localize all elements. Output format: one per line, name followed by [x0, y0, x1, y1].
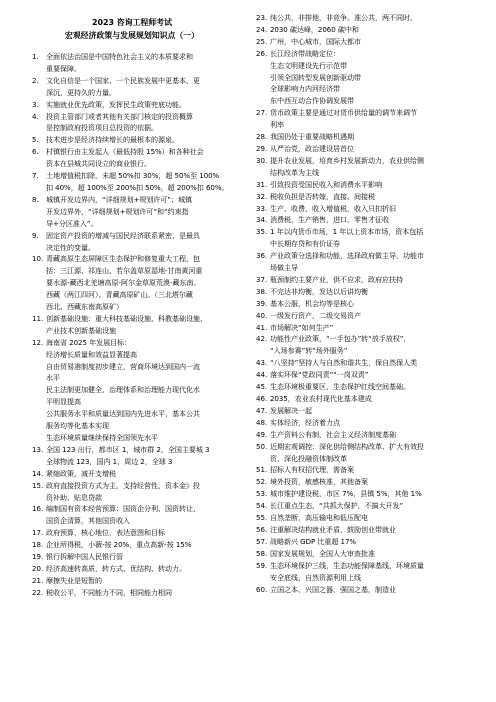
list-item: [256, 369, 470, 381]
item-text-line: 结构改革为主线: [270, 167, 319, 177]
item-text-line: 产业政策分选择和功能，选择政府做主导，功能市: [270, 251, 424, 261]
item-text-line: 税收公平，不同能力不同，相同能力相同: [46, 587, 172, 597]
list-item: [32, 170, 242, 194]
title-line-1: 2023 咨询工程师考试: [92, 18, 172, 27]
item-number: 33.: [256, 203, 268, 213]
item-text: [270, 488, 470, 500]
item-number: 20.: [32, 563, 44, 573]
item-text-line: 实体经济，经济着力点: [270, 417, 340, 427]
item-text-line: 全球影响力内河经济带: [270, 84, 340, 94]
item-text-line: 发展解决一起: [270, 405, 312, 415]
item-text: [270, 405, 470, 417]
list-item: [256, 226, 470, 250]
item-number: 31.: [256, 179, 268, 189]
item-number: 19.: [32, 552, 44, 562]
list-item: [256, 536, 470, 548]
item-text: [46, 337, 242, 444]
list-item: [256, 488, 470, 500]
item-text-line: 资、深化投融资体制改革: [270, 453, 347, 463]
item-text-line: 中长期存贷和有价证券: [270, 239, 340, 249]
item-text: [270, 322, 470, 334]
list-item: [32, 111, 242, 135]
list-item: [256, 429, 470, 441]
list-item: [256, 333, 470, 357]
item-text: [46, 75, 242, 99]
left-column: [32, 51, 242, 599]
item-text: [46, 134, 242, 146]
item-text-line: 全国 123 出行，都市区 1，城市群 2，全国主要城 3: [46, 444, 210, 454]
item-text-line: 消费税，生产销售，进口、零售才征收: [270, 215, 389, 225]
item-text: [46, 539, 242, 551]
item-text-line: 城镇开发边界内，“详细规划+规划许可”；城镇: [46, 194, 192, 204]
item-text-line: 生产、收费、收入增值税，收入只扣折旧: [270, 203, 396, 213]
item-number: 45.: [256, 382, 268, 392]
item-text: [270, 12, 470, 24]
item-text-line: 经济增长质量和效益显著提高: [46, 349, 137, 359]
item-text: [270, 524, 470, 536]
list-item: [32, 337, 242, 444]
list-item: [256, 417, 470, 429]
item-text: [46, 99, 242, 111]
item-number: 5.: [32, 135, 39, 145]
item-text: [46, 313, 242, 337]
item-text-line: 提升农业发展，培育乡村发展新动力，农业供给侧: [270, 155, 424, 165]
item-text-line: 生态文明建设先行示范带: [270, 60, 347, 70]
item-text-line: 深沉、更持久的力量。: [46, 87, 116, 97]
item-text: [270, 214, 470, 226]
item-text: [270, 48, 470, 108]
item-text-line: 货币政策主要是通过对货币供给量的调节来调节: [270, 108, 417, 118]
item-number: 23.: [256, 13, 268, 22]
item-text: [270, 36, 470, 48]
item-text-line: 国家发展规划，全国人大审查批准: [270, 548, 375, 558]
list-item: [256, 36, 470, 48]
item-number: 50.: [256, 441, 268, 451]
item-text-line: 基本公服，机会均等是核心: [270, 298, 354, 308]
item-text-line: 生态环境质量继续保持全国领先水平: [46, 433, 158, 442]
list-item: [256, 48, 470, 108]
list-item: [256, 393, 470, 405]
item-text-line: 水平: [46, 373, 60, 383]
item-text-line: 文化自信是一个国家、一个民族发展中更基本、更: [46, 75, 200, 85]
item-number: 47.: [256, 405, 268, 415]
item-text-line: 产业技术创新基础设施: [46, 325, 116, 335]
item-text: [270, 369, 470, 381]
item-number: 12.: [32, 337, 44, 347]
item-text-line: 资本在县城共同设立的商业银行。: [46, 159, 151, 169]
item-text: [46, 480, 242, 504]
item-text: [270, 548, 470, 560]
item-number: 49.: [256, 429, 268, 439]
item-number: 18.: [32, 540, 44, 550]
item-text-line: 东中西互动合作协调发展带: [270, 96, 354, 106]
item-text-line: 安全底线，自然资源利用上线: [270, 572, 361, 582]
item-text: [46, 551, 242, 563]
item-text: [46, 253, 242, 313]
list-item: [32, 134, 242, 146]
item-text: [46, 563, 242, 575]
item-text-line: 场做主导: [270, 263, 298, 273]
item-text: [46, 230, 242, 254]
item-text-line: 公共服务水平和质量达到国内先进水平，基本公共: [46, 409, 200, 419]
item-text-line: 生产资料公有制，社会主义经济制度基础: [270, 429, 396, 439]
item-number: 9.: [32, 230, 39, 240]
item-text: [270, 226, 470, 250]
list-item: [256, 191, 470, 203]
item-number: 58.: [256, 548, 268, 558]
item-text-line: 青藏高原生态屏障区生态保护和修复重大工程，包: [46, 254, 200, 264]
item-text-line: 生态环境极重要区，生态保护红线空间基础。: [270, 382, 410, 392]
item-number: 15.: [32, 480, 44, 490]
item-text: [270, 286, 470, 298]
item-number: 25.: [256, 36, 268, 46]
item-text-line: 国资企清算，其他国资收入: [46, 516, 130, 526]
item-number: 36.: [256, 251, 268, 261]
item-text: [270, 584, 470, 596]
item-text-line: 摩擦失业是短暂的: [46, 575, 102, 585]
item-text: [270, 155, 470, 179]
list-item: [256, 24, 470, 36]
item-number: 43.: [256, 358, 268, 368]
item-text-line: 西藏（两江四河）、青藏高原矿山。（三北塔尔藏: [46, 290, 193, 300]
list-item: [256, 298, 470, 310]
item-text: [46, 444, 242, 468]
item-text-line: 政府预算，核心地位，表达意图和目标: [46, 528, 165, 538]
item-text-line: 海南省 2025 年发展目标：: [46, 337, 132, 347]
list-item: [32, 75, 242, 99]
item-text: [46, 575, 242, 587]
item-text-line: 生态环境保护三线，生态功能保障基线，环境质量: [270, 560, 424, 570]
item-text: [46, 111, 242, 135]
item-text: [46, 170, 242, 194]
list-item: [256, 310, 470, 322]
list-item: [256, 500, 470, 512]
item-text-line: 自然垄断，高压输电和低压配电: [270, 513, 368, 523]
item-number: 28.: [256, 132, 268, 142]
item-text-line: 注重解决结构就业矛盾，鼓励创业带就业: [270, 524, 396, 534]
list-item: [256, 131, 470, 143]
item-text-line: 广州，中心城市，国际大都市: [270, 36, 361, 46]
item-number: 26.: [256, 48, 268, 58]
item-text: [270, 179, 470, 191]
item-text: [46, 527, 242, 539]
item-number: 38.: [256, 286, 268, 296]
list-item: [256, 155, 470, 179]
item-text: [270, 536, 470, 548]
item-text-line: 经济高速转高质，转方式、优结构、转动力。: [46, 563, 186, 573]
title-line-2: 宏观经济政策与发展规划知识点（一）: [64, 31, 200, 40]
item-number: 57.: [256, 536, 268, 546]
list-item: [32, 194, 242, 230]
list-item: [256, 322, 470, 334]
item-number: 4.: [32, 111, 39, 121]
list-item: [32, 551, 242, 563]
item-text: [46, 51, 242, 75]
item-text: [270, 107, 470, 131]
list-item: [32, 480, 242, 504]
item-text: [270, 357, 470, 369]
item-text-line: 长江重点生态，“共抓大保护，不搞大开发”: [270, 501, 404, 511]
list-item: [256, 584, 470, 596]
item-text-line: 战略新兴 GDP 比重超 17%: [270, 536, 357, 546]
list-item: [256, 214, 470, 226]
item-text-line: 银行拆解中国人民银行管: [46, 552, 123, 562]
item-text: [270, 476, 470, 488]
list-item: [256, 405, 470, 417]
item-text-line: 利率: [270, 120, 284, 130]
list-item: [32, 230, 242, 254]
item-text-line: 一级发行资产，二级交易资产: [270, 310, 361, 320]
item-text: [270, 429, 470, 441]
item-text-line: 村镇银行由主发起人（最低持股 15%）和各种社会: [46, 147, 204, 157]
list-item: [32, 527, 242, 539]
right-column: [256, 12, 470, 595]
list-item: [32, 99, 242, 111]
item-text: [270, 464, 470, 476]
item-text-line: 政府直接投资方式为主，支持经营性，资本金》投: [46, 480, 200, 490]
item-number: 11.: [32, 313, 44, 323]
item-text: [270, 333, 470, 357]
item-text-line: 纯公共，非排他，非竞争。准公共，两不同时。: [270, 13, 417, 22]
item-text-line: 全面依法治国是中国特色社会主义的本质要求和: [46, 52, 193, 61]
item-number: 13.: [32, 444, 44, 454]
item-text: [270, 203, 470, 215]
item-text-line: 技术进步是经济持续增长的最根本的源泉。: [46, 135, 179, 145]
item-number: 53.: [256, 489, 268, 499]
item-text-line: 2030 碳达峰，2060 碳中和: [270, 24, 359, 34]
item-text-line: 招标人有权招代理，需备案: [270, 465, 354, 475]
item-text-line: 落实环保“党政同责”“一岗双责”: [270, 370, 369, 380]
item-text: [270, 298, 470, 310]
item-text-line: 近期宏观调控：深化供给侧结构改革、扩大有效投: [270, 441, 424, 451]
item-text-line: 资补助、贴息贷款: [46, 492, 102, 502]
item-text-line: “入场参赛”转“场外服务”: [270, 346, 348, 356]
item-text-line: 服务均等化基本实现: [46, 421, 109, 431]
item-text-line: 是控制政府投资项目总投资的依据。: [46, 123, 158, 133]
item-number: 55.: [256, 513, 268, 523]
item-text: [270, 441, 470, 465]
item-text-line: 市场解决“如何生产”: [270, 322, 334, 332]
item-text-line: 立国之本、兴国之器、强国之基，制造业: [270, 584, 396, 594]
list-item: [32, 539, 242, 551]
item-number: 42.: [256, 334, 268, 344]
item-number: 1.: [32, 52, 39, 61]
item-number: 30.: [256, 155, 268, 165]
list-item: [32, 587, 242, 599]
list-item: [32, 444, 242, 468]
item-number: 32.: [256, 191, 268, 201]
item-text-line: 西北、西藏东南高原矿）: [46, 302, 123, 312]
item-text-line: 土地增值税扣除，未超 50%扣 30%，超 50%至 100%: [46, 171, 220, 181]
list-item: [32, 468, 242, 480]
item-text-line: 城市维护建设税，市区 7%，县镇 5%，其他 1%: [270, 489, 422, 499]
item-text-line: 长江经济带战略定位：: [270, 48, 340, 58]
item-text: [270, 131, 470, 143]
item-text-line: 从严治党，政治建设居首位: [270, 143, 354, 153]
list-item: [256, 274, 470, 286]
list-item: [256, 250, 470, 274]
item-number: 54.: [256, 501, 268, 511]
item-text-line: 不完达非均衡，发达以后讲均衡: [270, 286, 368, 296]
list-item: [256, 107, 470, 131]
item-number: 35.: [256, 227, 268, 237]
list-item: [256, 560, 470, 584]
item-number: 59.: [256, 560, 268, 570]
item-number: 3.: [32, 99, 39, 109]
list-item: [256, 524, 470, 536]
list-item: [256, 286, 470, 298]
item-number: 40.: [256, 310, 268, 320]
item-number: 21.: [32, 575, 44, 585]
list-item: [32, 575, 242, 587]
item-number: 39.: [256, 298, 268, 308]
list-item: [256, 464, 470, 476]
item-text-line: 编制国有资本经营预算：国资企分利、国资转让、: [46, 504, 200, 514]
list-item: [256, 357, 470, 369]
item-text-line: 引致投资受国民收入和消费水平影响: [270, 179, 382, 189]
item-text-line: 平明显提高: [46, 397, 81, 407]
left-item-list: [32, 51, 242, 599]
item-text: [46, 587, 242, 599]
item-text: [270, 417, 470, 429]
item-text-line: 民主法制更加健全，治理体系和治理能力现代化水: [46, 385, 200, 395]
item-text-line: 1 年以内货币市场，1 年以上资本市场，资本包括: [270, 227, 424, 237]
item-text: [270, 24, 470, 36]
item-text-line: 企业所得税，小薇-按 20%，重点高新-按 15%: [46, 540, 192, 550]
list-item: [256, 203, 470, 215]
item-text: [46, 503, 242, 527]
item-number: 7.: [32, 171, 39, 181]
list-item: [256, 179, 470, 191]
item-number: 51.: [256, 465, 268, 475]
item-number: 22.: [32, 587, 44, 597]
item-number: 24.: [256, 24, 268, 34]
item-text-line: 瓶颈制约主要产业，供不应求，政府应扶持: [270, 274, 403, 284]
item-text: [270, 191, 470, 203]
item-number: 2.: [32, 75, 39, 85]
list-item: [32, 503, 242, 527]
list-item: [256, 476, 470, 488]
item-text-line: 投资主管部门或者其他有关部门核定的投资概算: [46, 111, 193, 121]
item-text-line: 要水源-藏西北羌塘高原-阿尔金草原荒漠-藏东南、: [46, 278, 201, 288]
item-number: 10.: [32, 254, 44, 264]
item-text-line: 紧缩政策，减开支增税: [46, 468, 116, 478]
list-item: [256, 548, 470, 560]
item-number: 52.: [256, 477, 268, 487]
list-item: [256, 143, 470, 155]
item-number: 34.: [256, 215, 268, 225]
list-item: [256, 381, 470, 393]
list-item: [32, 313, 242, 337]
item-text-line: 功能性产业政策，“一手包办”转“放手放权”，: [270, 334, 411, 344]
item-text-line: 扣 40%，超 100%至 200%扣 50%，超 200%扣 60%。: [46, 182, 229, 192]
item-number: 56.: [256, 524, 268, 534]
item-text-line: 2035，农业农村现代化基本建成: [270, 394, 372, 403]
item-text: [270, 274, 470, 286]
item-text-line: 创新基础设施：重大科技基础设施、科教基础设施、: [46, 313, 207, 323]
item-number: 27.: [256, 108, 268, 118]
item-text-line: 引领全国转型发展创新驱动带: [270, 72, 361, 82]
item-text-line: 税收负担是否转嫁，直接、间接税: [270, 191, 375, 201]
item-text: [46, 146, 242, 170]
item-number: 48.: [256, 417, 268, 427]
item-text: [270, 143, 470, 155]
list-item: [256, 12, 470, 24]
item-text: [270, 310, 470, 322]
item-number: 14.: [32, 468, 44, 478]
item-number: 8.: [32, 194, 39, 204]
list-item: [32, 253, 242, 313]
item-text: [270, 512, 470, 524]
item-text: [270, 381, 470, 393]
item-text-line: 括：三江源、祁连山、若尔盖草原湿地-甘南黄河重: [46, 266, 203, 276]
list-item: [256, 512, 470, 524]
list-item: [32, 563, 242, 575]
item-text-line: 全球物流 123，国内 1，周边 2，全球 3: [46, 456, 173, 466]
item-number: 37.: [256, 274, 268, 284]
item-text-line: 境外投资，敏感核准，其他备案: [270, 477, 368, 487]
item-number: 17.: [32, 528, 44, 538]
item-number: 60.: [256, 584, 268, 594]
item-text-line: 重要保障。: [46, 63, 81, 73]
item-text-line: “八坚持”坚持人与自然和谐共生，保自然保人类: [270, 358, 418, 368]
item-number: 41.: [256, 322, 268, 332]
item-text: [270, 560, 470, 584]
item-text: [270, 500, 470, 512]
item-text-line: 导+分区准入”。: [46, 218, 98, 228]
item-number: 29.: [256, 143, 268, 153]
list-item: [256, 441, 470, 465]
list-item: [32, 51, 242, 75]
item-text-line: 自由贸易港制度初步建立，营商环境达到国内一流: [46, 361, 200, 371]
item-text: [270, 250, 470, 274]
item-text: [270, 393, 470, 405]
item-text-line: 我国仍处于重要战略机遇期: [270, 132, 354, 142]
document-title: [32, 16, 232, 42]
item-number: 44.: [256, 370, 268, 380]
item-text-line: 决定性的变量。: [46, 242, 95, 252]
item-text: [46, 194, 242, 230]
list-item: [32, 146, 242, 170]
right-item-list: [256, 12, 470, 595]
item-text-line: 固定资产投资的增减与国民经济联系紧密、是最具: [46, 230, 200, 240]
item-text: [46, 468, 242, 480]
item-number: 46.: [256, 394, 268, 403]
item-number: 6.: [32, 147, 39, 157]
item-text-line: 实施就业优先政策，发挥民生政策兜底功能。: [46, 99, 186, 109]
item-number: 16.: [32, 504, 44, 514]
item-text-line: 开发边界外，“详细规划+规划许可”和“约束指: [46, 206, 189, 216]
